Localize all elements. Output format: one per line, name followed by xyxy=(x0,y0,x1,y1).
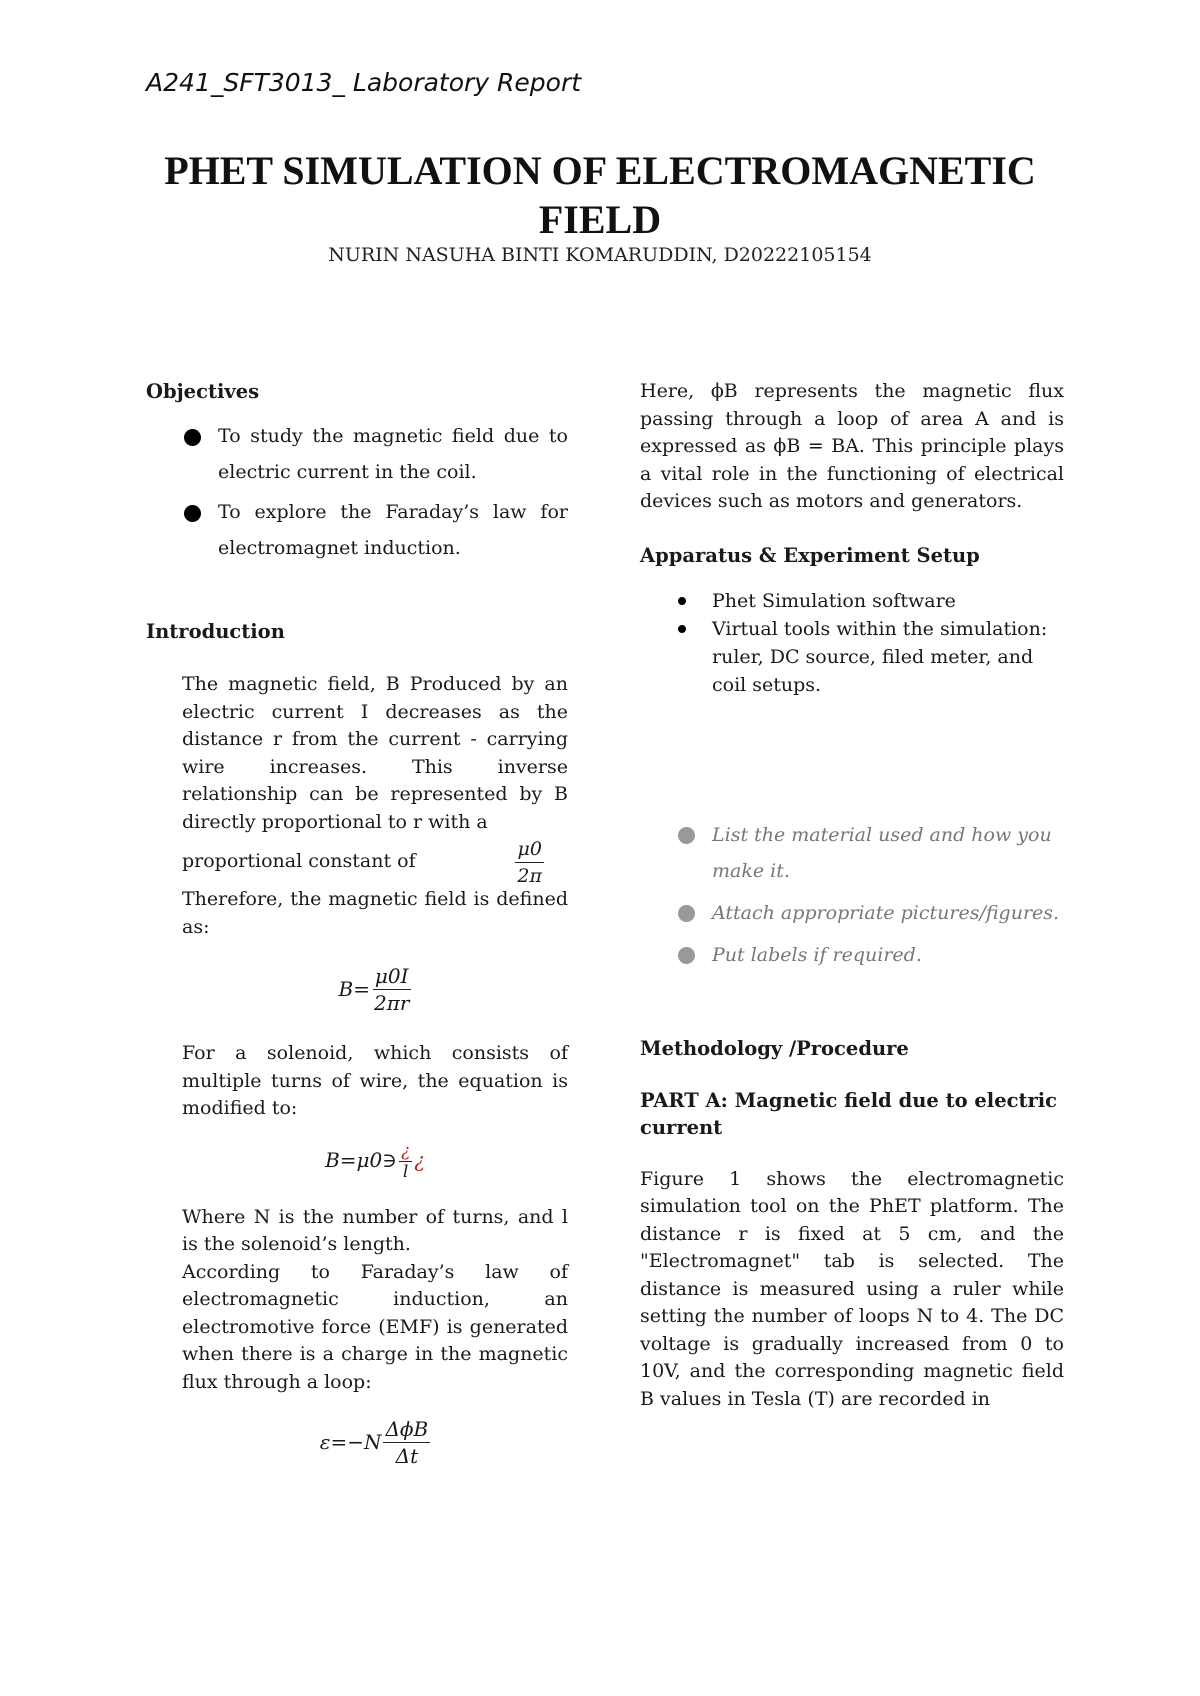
methodology-heading: Methodology /Procedure xyxy=(640,1037,909,1060)
objectives-heading: Objectives xyxy=(146,380,260,403)
equation-faraday xyxy=(146,1416,568,1469)
objectives-list xyxy=(146,418,568,566)
bullet-icon xyxy=(678,625,686,633)
intro-paragraph-4: According to Faraday’s law of electromagnetic induction, an electromotive force (EMF) is generated when there is a charge in the magnetic flux through a loop: xyxy=(182,1260,568,1393)
bullet-icon xyxy=(678,827,695,844)
bullet-icon xyxy=(184,505,201,522)
equation-lhs: ε=−N xyxy=(319,1429,382,1454)
left-column xyxy=(146,378,568,1469)
right-column xyxy=(640,378,1064,1413)
equation-solenoid xyxy=(146,1141,568,1182)
part-a-paragraph: Figure 1 shows the electromagnetic simulation tool on the PhET platform. The distance r is fixed at 5 cm, and the "Electromagnet" tab is selected. The distance is measured using a ruler while setting the number of loops N to 4. The DC voltage is gradually increased from 0 to 10V, and the corresponding magnetic field B values in Tesla (T) are recorded in xyxy=(640,1167,1064,1410)
title-line-1: PHET SIMULATION OF ELECTROMAGNETIC xyxy=(164,148,1036,193)
equation-fraction xyxy=(399,1141,412,1182)
intro-paragraph-2: For a solenoid, which consists of multiple turns of wire, the equation is modified to: xyxy=(182,1042,568,1119)
page-title xyxy=(100,146,1100,244)
fraction-numerator: μ0 xyxy=(515,836,543,863)
report-header-note: A241_SFT3013_ Laboratory Report xyxy=(146,68,582,97)
instruction-text: Attach appropriate pictures/figures. xyxy=(712,902,1060,924)
list-item xyxy=(146,418,568,490)
bullet-icon xyxy=(678,597,686,605)
equation-field-wire xyxy=(146,963,568,1016)
equation-fraction xyxy=(372,963,411,1016)
proportional-constant-row xyxy=(146,838,568,886)
equation-tail: ¿ xyxy=(414,1148,425,1173)
objective-text: To study the magnetic field due to electric current in the coil. xyxy=(218,424,568,483)
bullet-icon xyxy=(678,947,695,964)
fraction-numerator: μ0I xyxy=(374,964,409,988)
list-item xyxy=(640,937,1064,973)
list-item xyxy=(640,587,1064,615)
intro-text: The magnetic field, B Produced by an electric current I decreases as the distance r from the current - carrying wire increases. This inverse relationship can be represented by B directly proportional to r with a xyxy=(182,673,568,833)
list-item xyxy=(640,895,1064,931)
intro-paragraph-1 xyxy=(146,671,568,836)
title-line-2: FIELD xyxy=(538,197,662,242)
fraction-denominator: l xyxy=(402,1161,409,1182)
bullet-icon xyxy=(678,905,695,922)
apparatus-text: Virtual tools within the simulation: ruler, DC source, filed meter, and coil setups. xyxy=(712,618,1048,696)
intro-paragraph-1-end: Therefore, the magnetic field is defined as: xyxy=(182,888,568,938)
apparatus-list xyxy=(640,587,1064,699)
author-line: NURIN NASUHA BINTI KOMARUDDIN, D20222105154 xyxy=(328,244,872,266)
apparatus-heading: Apparatus & Experiment Setup xyxy=(640,543,980,567)
prop-text: proportional constant of xyxy=(182,850,416,873)
fraction-denominator: Δt xyxy=(395,1444,419,1468)
instruction-text: Put labels if required. xyxy=(712,944,922,966)
instruction-list xyxy=(640,817,1064,973)
fraction-numerator: ΔϕB xyxy=(385,1417,429,1441)
objective-text: To explore the Faraday’s law for electromagnet induction. xyxy=(218,500,568,559)
introduction-heading: Introduction xyxy=(146,619,285,643)
part-a-heading: PART A: Magnetic field due to electric current xyxy=(640,1088,1058,1139)
apparatus-text: Phet Simulation software xyxy=(712,590,956,612)
equation-fraction xyxy=(383,1416,430,1469)
fraction-denominator: 2π xyxy=(517,864,542,887)
mu-over-2pi-fraction xyxy=(515,836,544,889)
instruction-text: List the material used and how you make it. xyxy=(712,824,1052,882)
equation-lhs: B= xyxy=(338,976,371,1001)
flux-paragraph: Here, ϕB represents the magnetic flux passing through a loop of area A and is expressed as ϕB = BA. This principle plays a vital role in the functioning of electrical devices such as motors and generators. xyxy=(640,380,1064,512)
list-item xyxy=(640,615,1064,699)
list-item xyxy=(640,817,1064,889)
list-item xyxy=(146,494,568,566)
intro-paragraph-3: Where N is the number of turns, and l is the solenoid’s length. xyxy=(182,1205,568,1255)
fraction-denominator: 2πr xyxy=(374,991,410,1015)
equation-lhs: B=μ0∋ xyxy=(325,1148,398,1173)
fraction-numerator: ¿ xyxy=(401,1140,411,1161)
bullet-icon xyxy=(184,429,201,446)
